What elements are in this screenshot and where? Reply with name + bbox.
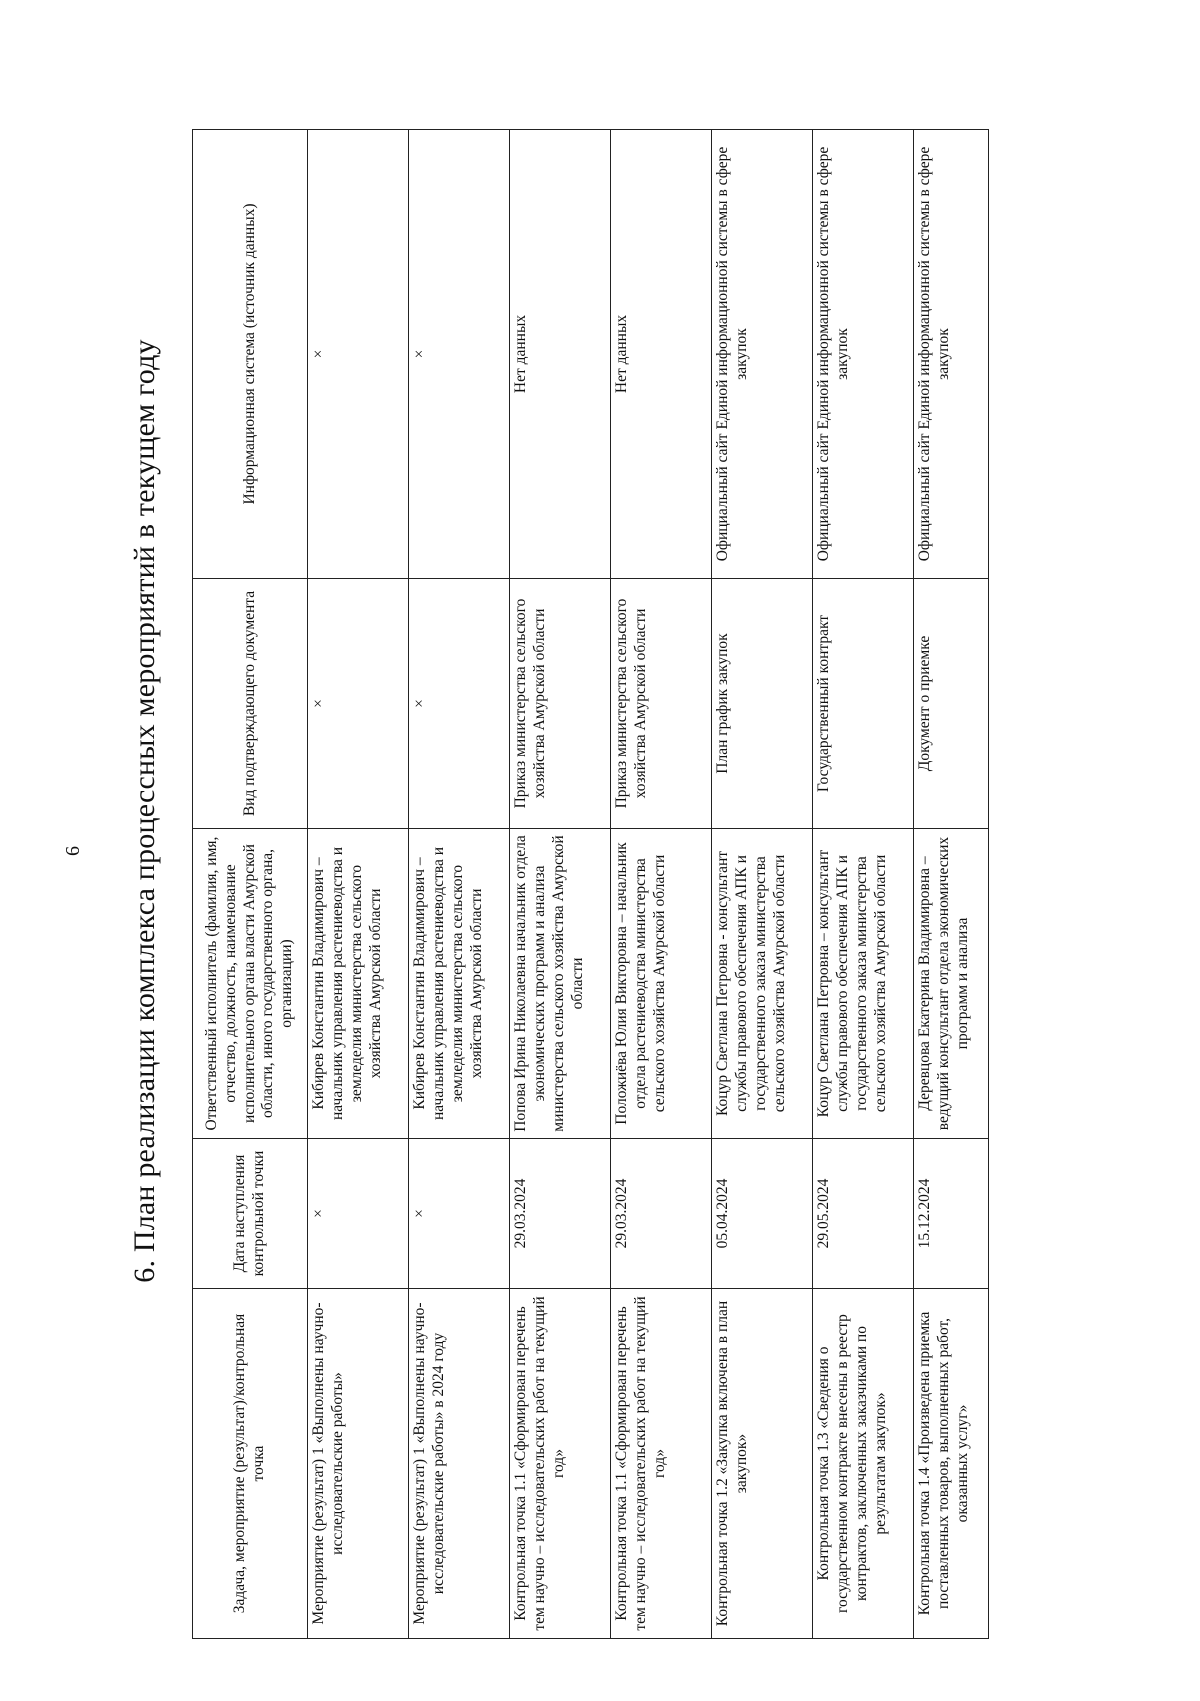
table-row <box>914 130 989 1639</box>
cell-infosystem: Нет данных <box>510 130 611 579</box>
table-row <box>611 130 712 1639</box>
cell-date: × <box>308 1139 409 1289</box>
table-row <box>813 130 914 1639</box>
cell-date: 15.12.2024 <box>914 1139 989 1289</box>
cell-infosystem: Официальный сайт Единой информационной системы в сфере закупок <box>813 130 914 579</box>
cell-document: Государственный контракт <box>813 579 914 829</box>
cell-responsible: Кибирев Константин Владимирович – начальник управления растениеводства и земледелия министерства сельского хозяйства Амурской области <box>409 829 510 1139</box>
cell-responsible: Попова Ирина Николаевна начальник отдела экономических программ и анализа министерства сельского хозяйства Амурской области <box>510 829 611 1139</box>
cell-document: Приказ министерства сельского хозяйства Амурской области <box>510 579 611 829</box>
page-title: 6. План реализации комплекса процессных мероприятий в текущем году <box>128 339 161 1283</box>
header-infosystem: Информационная система (источник данных) <box>193 130 308 579</box>
cell-date: 05.04.2024 <box>712 1139 813 1289</box>
cell-infosystem: Официальный сайт Единой информационной системы в сфере закупок <box>914 130 989 579</box>
header-document: Вид подтверждающего документа <box>193 579 308 829</box>
table-row <box>308 130 409 1639</box>
cell-document: × <box>308 579 409 829</box>
cell-document: Документ о приемке <box>914 579 989 829</box>
cell-task: Контрольная точка 1.1 «Сформирован перечень тем научно – исследовательских работ на текущий год» <box>510 1289 611 1639</box>
table-header-row <box>193 130 308 1639</box>
table-row <box>409 130 510 1639</box>
cell-responsible: Коцур Светлана Петровна - консультант службы правового обеспечения АПК и государственного заказа министерства сельского хозяйства Амурской области <box>712 829 813 1139</box>
cell-date: 29.05.2024 <box>813 1139 914 1289</box>
cell-infosystem: × <box>409 130 510 579</box>
cell-task: Мероприятие (результат) 1 «Выполнены научно-исследовательские работы» <box>308 1289 409 1639</box>
cell-responsible: Коцур Светлана Петровна – консультант службы правового обеспечения АПК и государственного заказа министерства сельского хозяйства Амурской области <box>813 829 914 1139</box>
cell-task: Контрольная точка 1.3 «Сведения о государственном контракте внесены в реестр контрактов, заключенных заказчиками по результатам закупок» <box>813 1289 914 1639</box>
cell-document: План график закупок <box>712 579 813 829</box>
page-number: 6 <box>62 846 84 856</box>
header-responsible: Ответственный исполнитель (фамилия, имя, отчество, должность, наименование исполнительного органа власти Амурской области, иного государственного органа, организации) <box>193 829 308 1139</box>
header-task: Задача, мероприятие (результат)/контрольная точка <box>193 1289 308 1639</box>
plan-table <box>192 129 989 1639</box>
cell-task: Контрольная точка 1.2 «Закупка включена в план закупок» <box>712 1289 813 1639</box>
cell-date: 29.03.2024 <box>510 1139 611 1289</box>
cell-infosystem: Нет данных <box>611 130 712 579</box>
cell-task: Контрольная точка 1.4 «Произведена приемка поставленных товаров, выполненных работ, оказанных услуг» <box>914 1289 989 1639</box>
table-row <box>712 130 813 1639</box>
header-date: Дата наступления контрольной точки <box>193 1139 308 1289</box>
cell-infosystem: × <box>308 130 409 579</box>
table-row <box>510 130 611 1639</box>
cell-responsible: Положиёва Юлия Викторовна – начальник отдела растениеводства министерства сельского хозяйства Амурской области <box>611 829 712 1139</box>
cell-task: Контрольная точка 1.1 «Сформирован перечень тем научно – исследовательских работ на текущий год» <box>611 1289 712 1639</box>
cell-date: × <box>409 1139 510 1289</box>
cell-task: Мероприятие (результат) 1 «Выполнены научно-исследовательские работы» в 2024 году <box>409 1289 510 1639</box>
cell-document: Приказ министерства сельского хозяйства Амурской области <box>611 579 712 829</box>
cell-document: × <box>409 579 510 829</box>
cell-date: 29.03.2024 <box>611 1139 712 1289</box>
cell-responsible: Кибирев Константин Владимирович – начальник управления растениеводства и земледелия министерства сельского хозяйства Амурской области <box>308 829 409 1139</box>
cell-responsible: Деревцова Екатерина Владимировна – ведущий консультант отдела экономических программ и анализа <box>914 829 989 1139</box>
cell-infosystem: Официальный сайт Единой информационной системы в сфере закупок <box>712 130 813 579</box>
